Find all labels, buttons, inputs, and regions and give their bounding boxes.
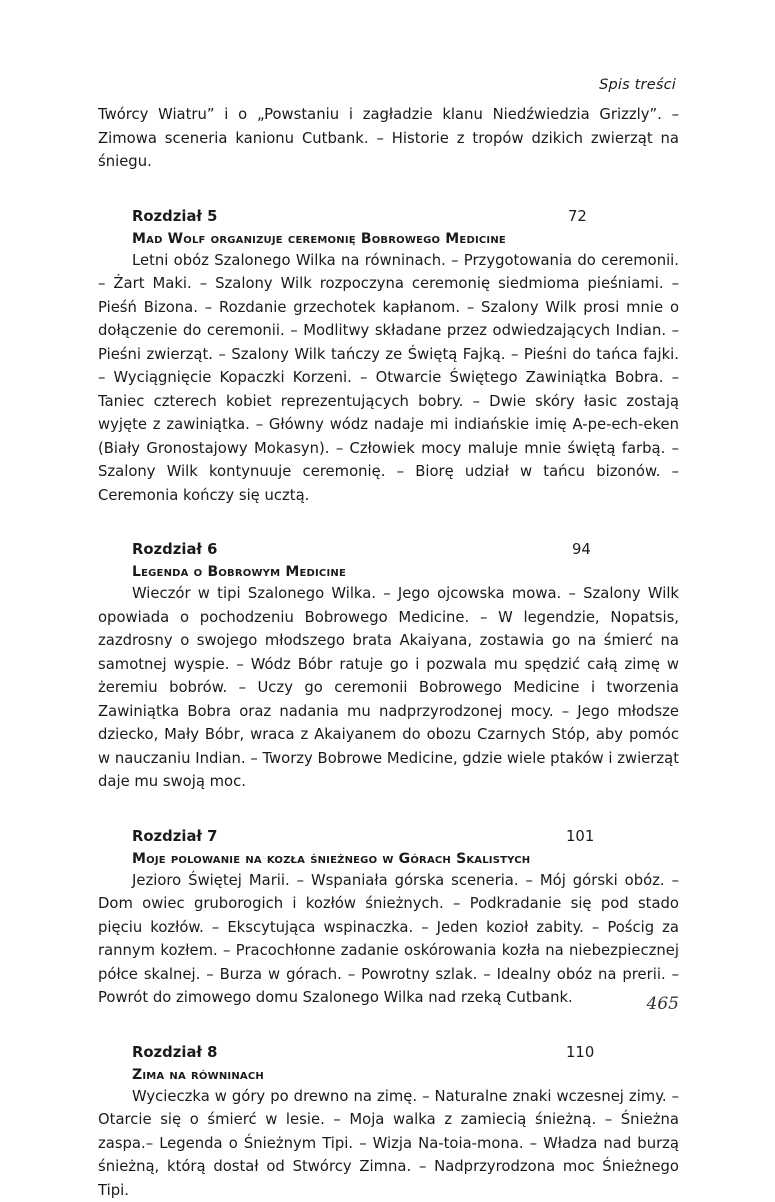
chapter-heading (98, 825, 679, 849)
chapter-entry (98, 205, 679, 508)
chapter-entry (98, 538, 679, 794)
chapter-summary: Wycieczka w góry po drewno na zimę. – Naturalne znaki wczesnej zimy. – Otarcie się o śmierć w lesie. – Moja walka z zamiecią śnieżną. – Śnieżna zaspa.– Legenda o Śnieżnym Tipi. – Wizja Na-toia-mona. – Władza nad burzą śnieżną, którą dostał od Stwórcy Zimna. – Nadprzyrodzona moc Śnieżnego Tipi. (98, 1085, 679, 1202)
chapter-page-number: 110 (566, 1041, 594, 1065)
chapter-number: Rozdział 8 (132, 1044, 217, 1061)
chapter-entry (98, 1041, 679, 1202)
chapter-number: Rozdział 5 (132, 208, 217, 225)
table-of-contents (98, 103, 679, 1202)
chapter-page-number: 94 (572, 538, 591, 562)
page-number: 465 (647, 994, 679, 1014)
chapter-heading (98, 1041, 679, 1065)
chapter-title: Mad Wolf organizuje ceremonię Bobrowego Medicine (98, 229, 679, 249)
continued-chapter-summary: Twórcy Wiatru” i o „Powstaniu i zagładzie klanu Niedźwiedzia Grizzly”. – Zimowa sceneria kanionu Cutbank. – Historie z tropów dzikich zwierząt na śniegu. (98, 103, 679, 174)
chapter-page-number: 101 (566, 825, 594, 849)
chapter-title: Moje polowanie na kozła śnieżnego w Górach Skalistych (98, 849, 679, 869)
chapter-heading (98, 538, 679, 562)
chapter-title: Zima na równinach (98, 1065, 679, 1085)
chapter-summary: Jezioro Świętej Marii. – Wspaniała górska sceneria. – Mój górski obóz. – Dom owiec gruborogich i kozłów śnieżnych. – Podkradanie się pod stado pięciu kozłów. – Ekscytująca wspinaczka. – Jeden kozioł zabity. – Pościg za rannym kozłem. – Pracochłonne zadanie oskórowania kozła na niebezpiecznej półce skalnej. – Burza w górach. – Powrotny szlak. – Idealny obóz na prerii. – Powrót do zimowego domu Szalonego Wilka nad rzeką Cutbank. (98, 869, 679, 1010)
chapter-number: Rozdział 6 (132, 541, 217, 558)
chapter-summary: Letni obóz Szalonego Wilka na równinach. – Przygotowania do ceremonii. – Żart Maki. – Szalony Wilk rozpoczyna ceremonię siedmioma pieśniami. – Pieśń Bizona. – Rozdanie grzechotek kapłanom. – Szalony Wilk prosi mnie o dołączenie do ceremonii. – Modlitwy składane przez odwiedzających Indian. – Pieśni zwierząt. – Szalony Wilk tańczy ze Świętą Fajką. – Pieśni do tańca fajki. – Wyciągnięcie Kopaczki Korzeni. – Otwarcie Świętego Zawiniątka Bobra. – Taniec czterech kobiet reprezentujących bobry. – Dwie skóry łasic zostają wyjęte z zawiniątka. – Główny wódz nadaje mi indiańskie imię A-pe-ech-eken (Biały Gronostajowy Mokasyn). – Człowiek mocy maluje mnie świętą farbą. – Szalony Wilk kontynuuje ceremonię. – Biorę udział w tańcu bizonów. – Ceremonia kończy się ucztą. (98, 249, 679, 508)
chapter-entry (98, 825, 679, 1010)
chapter-page-number: 72 (568, 205, 587, 229)
chapter-heading (98, 205, 679, 229)
chapter-number: Rozdział 7 (132, 828, 217, 845)
chapter-summary: Wieczór w tipi Szalonego Wilka. – Jego ojcowska mowa. – Szalony Wilk opowiada o pochodzeniu Bobrowego Medicine. – W legendzie, Nopatsis, zazdrosny o swojego młodszego brata Akaiyana, zostawia go na śmierć na samotnej wyspie. – Wódz Bóbr ratuje go i pozwala mu spędzić całą zimę w żeremiu bobrów. – Uczy go ceremonii Bobrowego Medicine i tworzenia Zawiniątka Bobra oraz nadania mu nadprzyrodzonej mocy. – Jego młodsze dziecko, Mały Bóbr, wraca z Akaiyanem do obozu Czarnych Stóp, aby pomóc w nauczaniu Indian. – Tworzy Bobrowe Medicine, gdzie wiele ptaków i zwierząt daje mu swoją moc. (98, 582, 679, 794)
running-head: Spis treści (599, 77, 676, 93)
chapter-title: Legenda o Bobrowym Medicine (98, 562, 679, 582)
